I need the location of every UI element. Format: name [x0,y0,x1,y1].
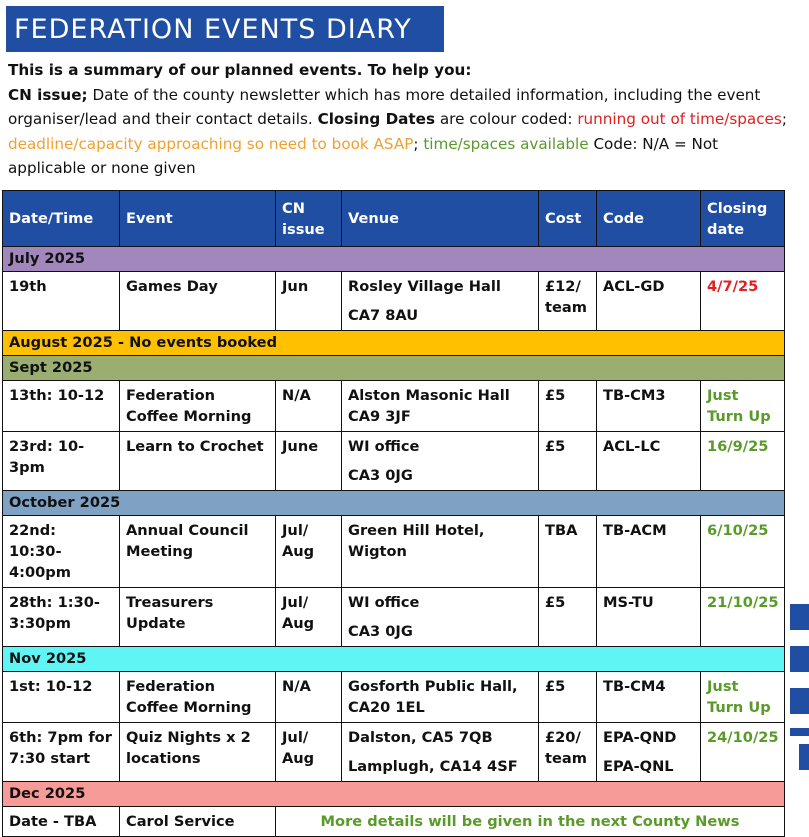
event-cost: £5 [539,588,597,647]
column-header: Date/Time [3,191,120,247]
event-venue [342,381,539,432]
event-date: 22nd: 10:30-4:00pm [3,516,120,588]
venue-line: WI office [348,438,420,455]
event-cost: £5 [539,432,597,491]
event-cn: Jul/ Aug [276,516,342,588]
event-note: More details will be given in the next County News [276,807,785,837]
venue-line: Lamplugh, CA14 4SF [348,758,518,775]
event-closing: Just Turn Up [701,672,785,723]
event-name: Quiz Nights x 2 locations [120,723,276,782]
event-cost: £5 [539,672,597,723]
month-label: Dec 2025 [3,782,785,807]
table-row [3,588,785,647]
venue-line: Rosley Village Hall [348,278,501,295]
event-code: ACL-LC [597,432,701,491]
event-name: Carol Service [120,807,276,837]
page-title [6,6,444,52]
event-date: 13th: 10-12 [3,381,120,432]
table-row [3,432,785,491]
venue-line: CA9 3JF [348,408,411,425]
event-cost: £20/ team [539,723,597,782]
event-cn: June [276,432,342,491]
event-cost: TBA [539,516,597,588]
event-cn: Jul/ Aug [276,588,342,647]
events-table [2,190,785,837]
legend-orange: deadline/capacity approaching so need to book ASAP [8,134,414,153]
table-row [3,807,785,837]
event-closing: Just Turn Up [701,381,785,432]
event-name: Federation Coffee Morning [120,381,276,432]
event-code: TB-CM3 [597,381,701,432]
event-venue: Green Hill Hotel, Wigton [342,516,539,588]
side-decoration [799,744,809,770]
month-label: Sept 2025 [3,356,785,381]
venue-line: Dalston, CA5 7QB [348,729,493,746]
column-header: CN issue [276,191,342,247]
event-name: Annual Council Meeting [120,516,276,588]
month-label: August 2025 - No events booked [3,331,785,356]
cn-text: Date of the county newsletter which has more detailed information, including the event organiser/lead and their contact details. [8,85,761,128]
event-date: 28th: 1:30-3:30pm [3,588,120,647]
month-label: October 2025 [3,491,785,516]
month-row [3,647,785,672]
event-code: ACL-GD [597,272,701,331]
event-closing: 16/9/25 [701,432,785,491]
event-code: MS-TU [597,588,701,647]
code-text: Code: N/A = Not applicable or none given [8,134,719,177]
event-name: Learn to Crochet [120,432,276,491]
event-cn: Jun [276,272,342,331]
event-date: 1st: 10-12 [3,672,120,723]
event-name: Federation Coffee Morning [120,672,276,723]
event-cn: N/A [276,381,342,432]
event-date: 6th: 7pm for 7:30 start [3,723,120,782]
table-row [3,723,785,782]
event-cn: Jul/ Aug [276,723,342,782]
event-closing: 6/10/25 [701,516,785,588]
venue-line: CA3 0JG [348,467,413,484]
event-closing: 4/7/25 [701,272,785,331]
event-cn: N/A [276,672,342,723]
intro-heading: This is a summary of our planned events. To help you: [8,61,472,79]
event-code: TB-CM4 [597,672,701,723]
closing-text: are colour coded: [435,110,578,128]
event-name: Games Day [120,272,276,331]
venue-line: Alston Masonic Hall [348,387,510,404]
event-closing: 21/10/25 [701,588,785,647]
closing-label: Closing Dates [317,110,436,128]
table-row [3,516,785,588]
event-closing: 24/10/25 [701,723,785,782]
table-row [3,272,785,331]
column-header: Venue [342,191,539,247]
event-name: Treasurers Update [120,588,276,647]
month-row [3,331,785,356]
month-row [3,491,785,516]
side-decoration [790,646,809,672]
event-date: 23rd: 10-3pm [3,432,120,491]
table-row [3,381,785,432]
event-code [597,723,701,782]
side-decoration [790,688,809,714]
table-row [3,672,785,723]
column-header: Cost [539,191,597,247]
code-line: EPA-QND [603,729,677,746]
month-label: July 2025 [3,247,785,272]
month-row [3,782,785,807]
venue-line: CA7 8AU [348,307,419,324]
event-cost: £12/ team [539,272,597,331]
page-title-text: FEDERATION EVENTS DIARY [14,13,412,45]
column-header: Code [597,191,701,247]
table-header-row [3,191,785,247]
event-venue [342,723,539,782]
venue-line: CA3 0JG [348,623,413,640]
column-header: Closing date [701,191,785,247]
event-venue [342,432,539,491]
side-decoration [790,604,809,630]
column-header: Event [120,191,276,247]
legend-green: time/spaces available [423,134,589,153]
event-venue: Gosforth Public Hall, CA20 1EL [342,672,539,723]
legend-sep-2: ; [413,134,424,153]
month-label: Nov 2025 [3,647,785,672]
side-decoration [790,728,809,736]
event-date: 19th [3,272,120,331]
code-line: EPA-QNL [603,758,674,775]
cn-label: CN issue; [8,85,88,104]
intro-text [8,58,800,181]
event-venue [342,588,539,647]
venue-line: WI office [348,594,420,611]
legend-sep-1: ; [781,110,787,128]
month-row [3,356,785,381]
event-cost: £5 [539,381,597,432]
event-code: TB-ACM [597,516,701,588]
event-venue [342,272,539,331]
legend-red: running out of time/spaces [577,110,782,128]
month-row [3,247,785,272]
event-date: Date - TBA [3,807,120,837]
